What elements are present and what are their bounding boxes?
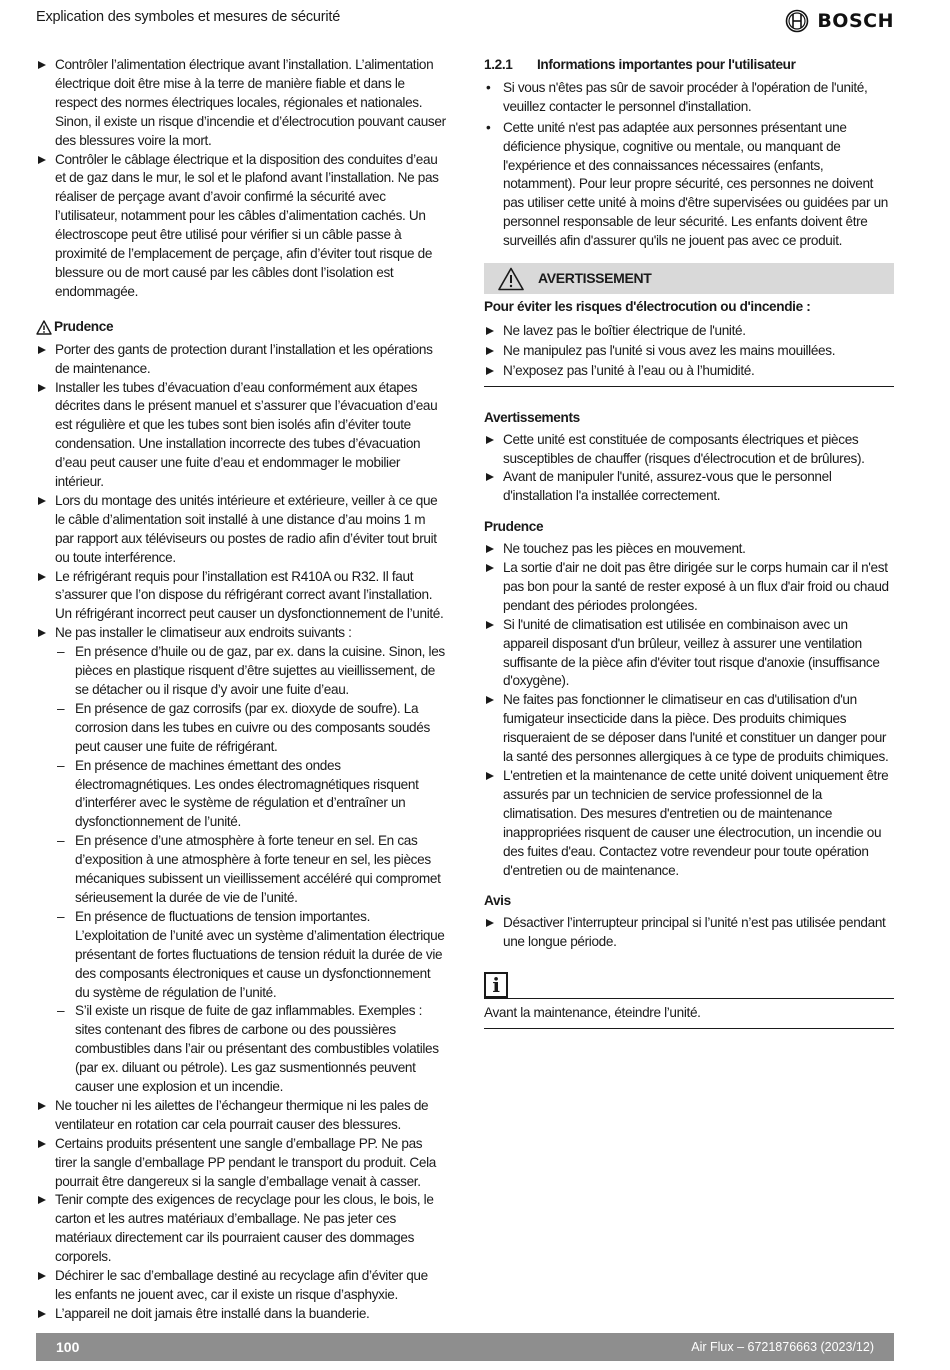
- avis-list: [484, 914, 894, 952]
- prudence-title: Prudence: [54, 318, 114, 334]
- location-item: – En présence d’huile ou de gaz, par ex. dans la cuisine. Sinon, les pièces en plastique risquent d’être sujettes au vieillissement, de se détacher ou il risque d’y avoir une fuite d’eau.: [55, 643, 446, 700]
- page-number: 100: [56, 1339, 80, 1355]
- list-item: Ne toucher ni les ailettes de l’échangeur thermique ni les pales de ventilateur en rotation car cela pourrait causer des blessures.: [36, 1097, 446, 1135]
- info-text: Avant la maintenance, éteindre l’unité.: [484, 999, 894, 1029]
- prudence-list-right: [484, 540, 894, 880]
- intro-list: [36, 56, 446, 302]
- list-item: Déchirer le sac d’emballage destiné au recyclage afin d’éviter que les enfants ne jouent avec, car il existe un risque d’asphyxie.: [36, 1267, 446, 1305]
- avertissements-title: Avertissements: [484, 409, 580, 425]
- location-item: – En présence de machines émettant des ondes électromagnétiques. Les ondes électromagnétiques risquent d’interférer avec le système de régulation et d’entraîner un dysfonctionnement de l’unité.: [55, 757, 446, 833]
- right-column: [484, 56, 894, 1029]
- list-item: L’appareil ne doit jamais être installé dans la buanderie.: [36, 1305, 446, 1324]
- list-item: Certains produits présentent une sangle d’emballage PP. Ne pas tirer la sangle d’emballage PP pendant le transport du produit. Cela pourrait être dangereux si la sangle d’emballage venait à casser.: [36, 1135, 446, 1192]
- avis-title: Avis: [484, 893, 511, 909]
- list-item: Contrôler le câblage électrique et la disposition des conduites d’eau et de gaz dans le mur, le sol et le plafond avant l’installation. Ne pas réaliser de perçage avant d’avoir confirmé la sécurité avec l’utilisateur, notamment pour les câbles d’alimentation cachés. Un électroscope peut être utilisé pour vérifier si un câble passe à proximité de l’emplacement de perçage, afin d’éviter tout risque de blessure ou de mort causé par les câbles dont l’isolation est endommagée.: [36, 151, 446, 302]
- prudence-list: [36, 341, 446, 1324]
- list-item: Installer les tubes d’évacuation d’eau conformément aux étapes décrites dans le présent manuel et s’assurer que l’évacuation d’eau est régulière et que les tubes sont bien isolés afin d’éviter toute condensation. Une installation incorrecte des tubes d’évacuation d’eau peut causer une fuite d’eau et endommager le mobilier intérieur.: [36, 379, 446, 492]
- list-item: • Cette unité n'est pas adaptée aux personnes présentant une déficience physique, cognitive ou mentale, ou manquant de l'expérience et des connaissances nécessaires (enfants, notamment). Pour leur propre sécurité, ces personnes ne doivent pas utiliser cette unité à moins d'être supervisées ou guidées par un personnel responsable de leur sécurité. Les enfants doivent être surveillés afin d'assurer qu'ils ne jouent pas avec ce produit.: [484, 119, 894, 251]
- location-item: – En présence d’une atmosphère à forte teneur en sel. En cas d’exposition à une atmosphère à forte teneur en sel, les pièces mécaniques subissent un vieillissement accéléré qui compromet sérieusement la durée de vie de l’unité.: [55, 832, 446, 908]
- location-item: – S’il existe un risque de fuite de gaz inflammables. Exemples : sites contenant des fibres de carbone ou des poussières combustibles dans l’air ou présentant des combustibles volatiles (par ex. diluant ou pétrole). Les gaz susmentionnés peuvent causer une explosion et un incendie.: [55, 1002, 446, 1097]
- list-item: Porter des gants de protection durant l’installation et les opérations de maintenance.: [36, 341, 446, 379]
- section-title: Informations importantes pour l'utilisateur: [537, 57, 796, 72]
- list-item: Ne touchez pas les pièces en mouvement.: [484, 540, 894, 559]
- locations-intro: Ne pas installer le climatiseur aux endroits suivants :: [55, 625, 352, 641]
- warning-triangle-icon: [498, 267, 524, 291]
- brand-name: BOSCH: [817, 10, 894, 32]
- list-item: Tenir compte des exigences de recyclage pour les clous, le bois, le carton et les autres matériaux d’emballage. Ne pas jeter ces matériaux directement car ils pourraient causer des dommages corporels.: [36, 1191, 446, 1267]
- left-column: [36, 56, 446, 1324]
- list-item: Avant de manipuler l'unité, assurez-vous que le personnel d'installation l'a installée correctement.: [484, 468, 894, 506]
- warning-banner: [484, 263, 894, 294]
- info-note: [484, 968, 894, 1029]
- locations-list: [55, 643, 446, 1097]
- list-item: • Si vous n'êtes pas sûr de savoir procéder à l'opération de l'unité, veuillez contacter le personnel d'installation.: [484, 79, 894, 117]
- avertissements-list: [484, 431, 894, 507]
- list-item: Ne manipulez pas l'unité si vous avez les mains mouillées.: [484, 342, 894, 361]
- list-item: Ne faites pas fonctionner le climatiseur en cas d'utilisation d'un fumigateur insecticide dans la pièce. Des produits chimiques risqueraient de se déposer dans l'unité et constituer un danger pour la santé des personnes allergiques à ce type de produits chimiques.: [484, 691, 894, 767]
- section-heading: [484, 56, 894, 75]
- bosch-logo-icon: [785, 9, 809, 33]
- list-item: La sortie d'air ne doit pas être dirigée sur le corps humain car il n'est pas bon pour la santé de rester exposé à un flux d'air froid ou chaud pendant des périodes prolongées.: [484, 559, 894, 616]
- list-item: [36, 624, 446, 1097]
- section-number: 1.2.1: [484, 57, 513, 72]
- warning-label: AVERTISSEMENT: [538, 270, 652, 287]
- location-item: – En présence de fluctuations de tension importantes. L’exploitation de l’unité avec un système d’alimentation électrique présentant de fortes fluctuations de tension réduit la durée de vie des composants électroniques et cause un dysfonctionnement du système de régulation de l’unité.: [55, 908, 446, 1003]
- prudence-heading: [36, 318, 446, 337]
- list-item: Si l'unité de climatisation est utilisée en combinaison avec un appareil disposant d'un brûleur, veillez à assurer une ventilation suffisante de la pièce afin d'éviter tout risque d'anoxie (insuffisance d'oxygène).: [484, 616, 894, 692]
- info-note-header: [484, 968, 894, 999]
- list-item: Cette unité est constituée de composants électriques et pièces susceptibles de chauffer (risques d'électrocution et de brûlures).: [484, 431, 894, 469]
- document-reference: Air Flux – 6721876663 (2023/12): [691, 1340, 874, 1354]
- warning-triangle-icon: [36, 320, 52, 335]
- list-item: N’exposez pas l’unité à l’eau ou à l’humidité.: [484, 362, 894, 381]
- prudence-title-right: Prudence: [484, 519, 544, 535]
- warning-box: [484, 298, 894, 387]
- list-item: L'entretien et la maintenance de cette unité doivent uniquement être assurés par un technicien de service professionnel de la climatisation. Des mesures d'entretien ou de maintenance inappropriées risquent de causer une électrocution, un incendie ou des fuites d'eau. Contactez votre revendeur pour toute opération d'entretien ou de maintenance.: [484, 767, 894, 880]
- list-item: Lors du montage des unités intérieure et extérieure, veiller à ce que le câble d’alimentation soit installé à une distance d’au moins 1 m par rapport aux téléviseurs ou postes de radio afin d’éviter tout bruit ou toute interférence.: [36, 492, 446, 568]
- header-title: Explication des symboles et mesures de sécurité: [36, 9, 341, 25]
- warning-subtitle: Pour éviter les risques d'électrocution ou d'incendie :: [484, 299, 811, 315]
- location-item: – En présence de gaz corrosifs (par ex. dioxyde de soufre). La corrosion dans les tubes en cuivre ou des composants soudés peut causer une fuite de réfrigérant.: [55, 700, 446, 757]
- info-icon: i: [484, 972, 508, 998]
- page-footer: [36, 1333, 894, 1361]
- list-item: Désactiver l’interrupteur principal si l’unité n’est pas utilisée pendant une longue période.: [484, 914, 894, 952]
- list-item: Le réfrigérant requis pour l’installation est R410A ou R32. Il faut s’assurer que l’on dispose du réfrigérant correct avant l’installation. Un réfrigérant incorrect peut causer un dysfonctionnement de l’unité.: [36, 568, 446, 625]
- brand: [785, 8, 894, 34]
- warning-list: [484, 322, 894, 381]
- user-info-list: [484, 79, 894, 251]
- list-item: Contrôler l’alimentation électrique avant l’installation. L’alimentation électrique doit être mise à la terre de manière fiable et dans le respect des normes électriques locales, régionales et nationales. Sinon, il existe un risque d’incendie et d’électrocution pouvant causer des blessures voire la mort.: [36, 56, 446, 151]
- list-item: Ne lavez pas le boîtier électrique de l'unité.: [484, 322, 894, 341]
